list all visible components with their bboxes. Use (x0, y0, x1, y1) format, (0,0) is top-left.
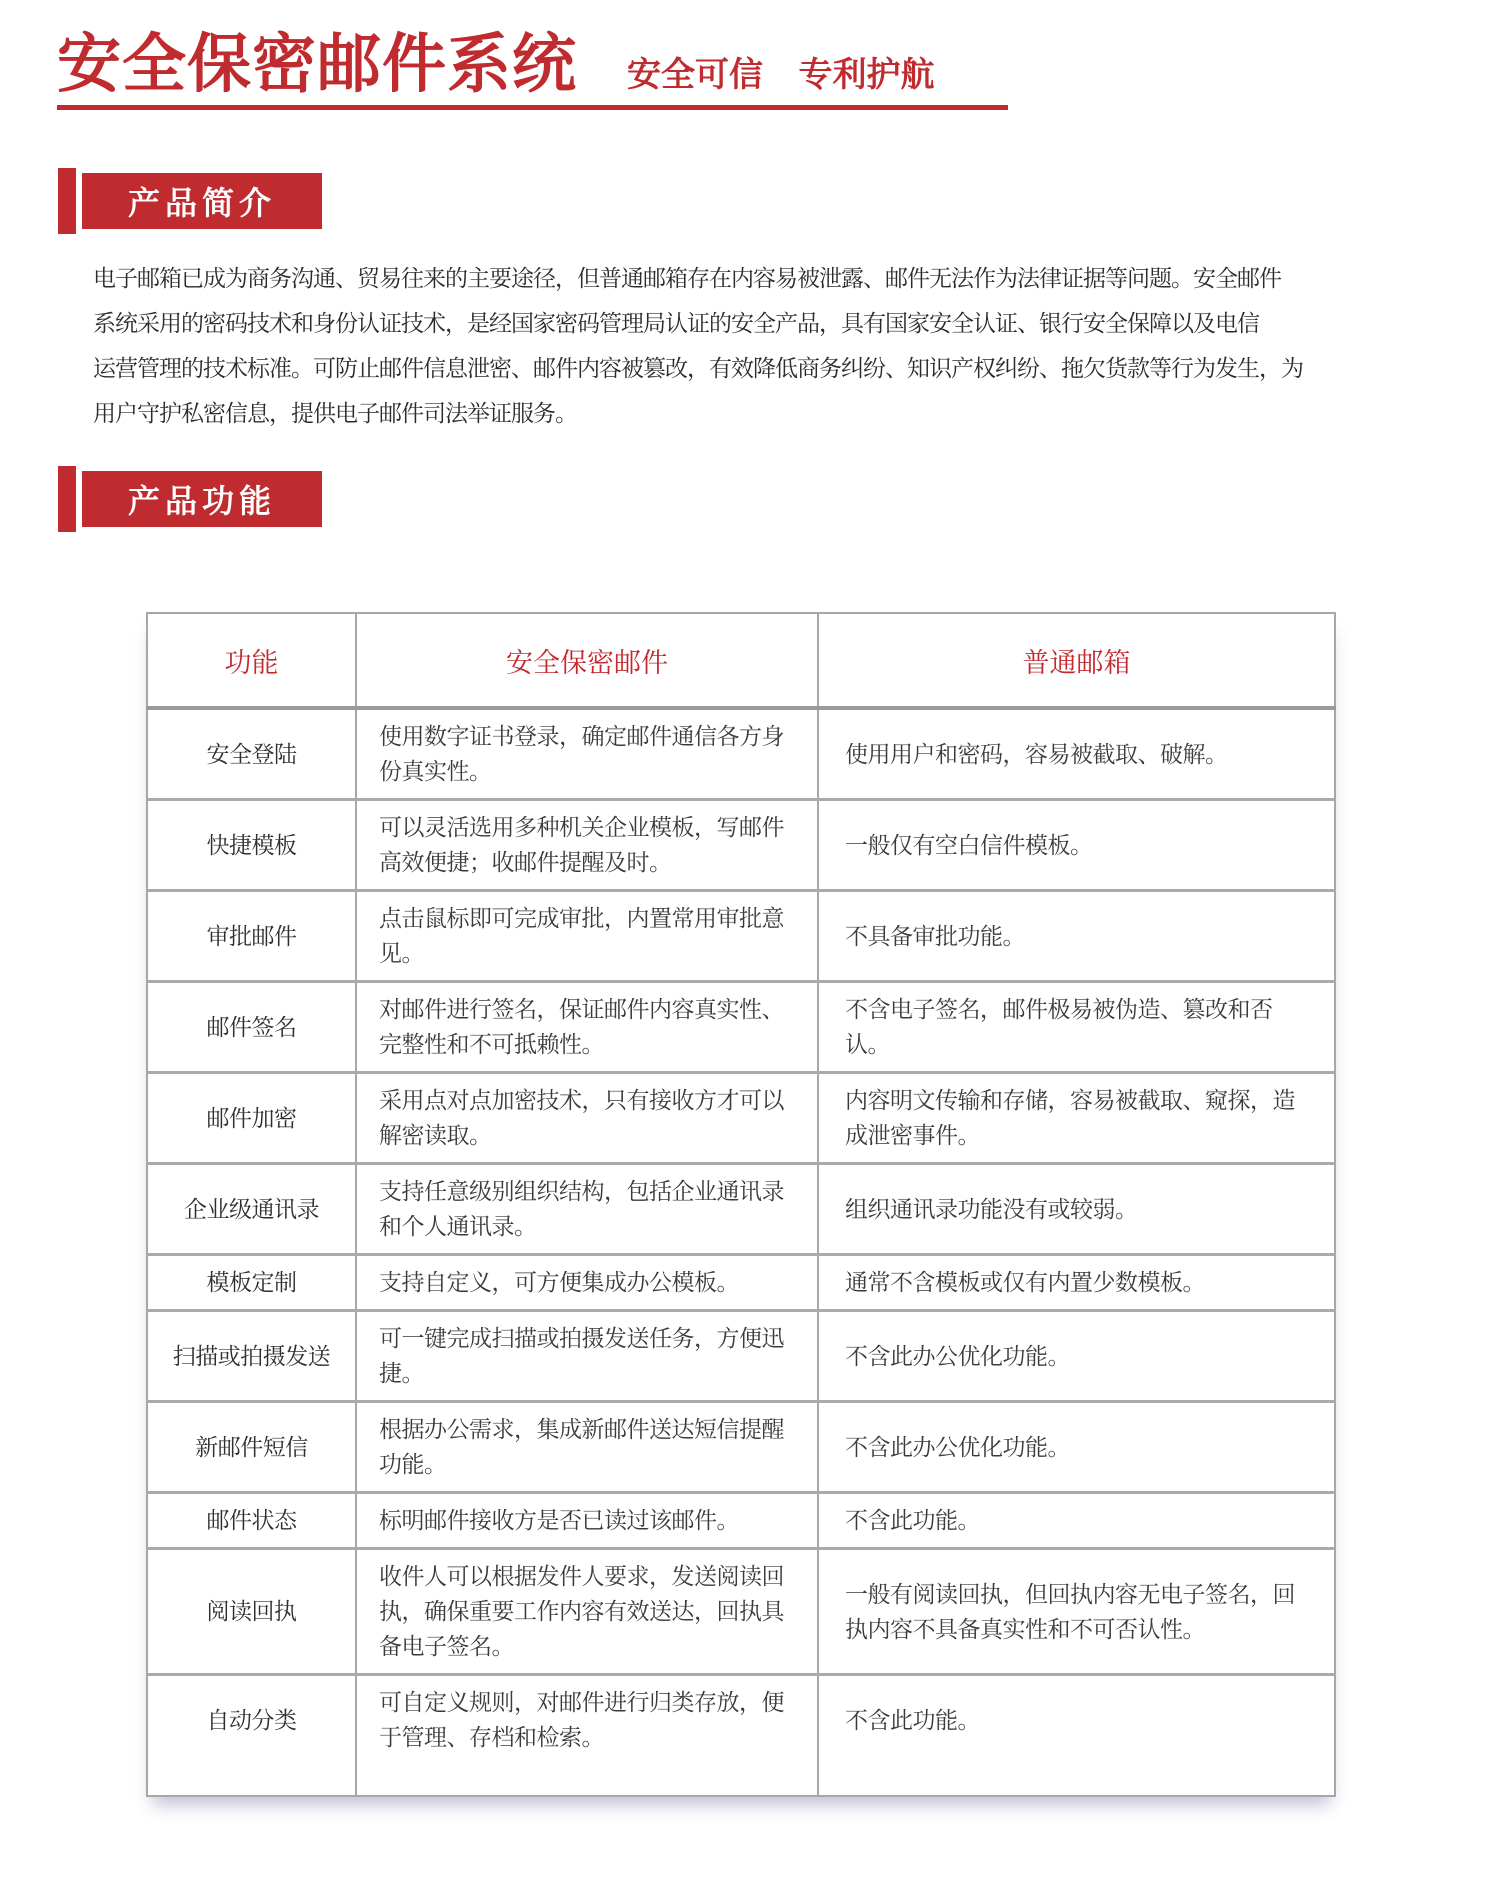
section-heading-features (58, 466, 1500, 532)
secure-mail-cell: 使用数字证书登录，确定邮件通信各方身份真实性。 (356, 708, 818, 800)
secure-mail-cell: 支持任意级别组织结构，包括企业通讯录和个人通讯录。 (356, 1164, 818, 1255)
feature-name-cell: 邮件加密 (147, 1073, 356, 1164)
secure-mail-cell: 根据办公需求，集成新邮件送达短信提醒功能。 (356, 1402, 818, 1493)
table-row (147, 1493, 1335, 1549)
feature-name-cell: 模板定制 (147, 1255, 356, 1311)
normal-mail-cell: 不含电子签名，邮件极易被伪造、篡改和否认。 (818, 982, 1335, 1073)
table-row (147, 1311, 1335, 1402)
feature-name-cell: 邮件签名 (147, 982, 356, 1073)
intro-paragraph (93, 256, 1500, 436)
feature-name-cell: 邮件状态 (147, 1493, 356, 1549)
normal-mail-cell: 不含此办公优化功能。 (818, 1311, 1335, 1402)
intro-line: 系统采用的密码技术和身份认证技术，是经国家密码管理局认证的安全产品，具有国家安全认证、银行安全保障以及电信 (93, 310, 1259, 337)
table-row (147, 1675, 1335, 1797)
intro-line: 运营管理的技术标准。可防止邮件信息泄密、邮件内容被篡改，有效降低商务纠纷、知识产权纠纷、拖欠货款等行为发生，为 (93, 355, 1303, 382)
intro-line: 用户守护私密信息，提供电子邮件司法举证服务。 (93, 400, 577, 427)
features-heading-label: 产品功能 (82, 471, 322, 527)
title-row (57, 30, 1500, 99)
normal-mail-cell: 不含此功能。 (818, 1493, 1335, 1549)
table-row (147, 708, 1335, 800)
table-row (147, 1402, 1335, 1493)
accent-bar (58, 168, 76, 234)
table-row (147, 982, 1335, 1073)
feature-name-cell: 扫描或拍摄发送 (147, 1311, 356, 1402)
column-header-feature: 功能 (147, 613, 356, 708)
table-row (147, 891, 1335, 982)
feature-name-cell: 企业级通讯录 (147, 1164, 356, 1255)
feature-name-cell: 新邮件短信 (147, 1402, 356, 1493)
normal-mail-cell: 组织通讯录功能没有或较弱。 (818, 1164, 1335, 1255)
section-heading-intro (58, 168, 1500, 234)
secure-mail-cell: 可自定义规则，对邮件进行归类存放，便于管理、存档和检索。 (356, 1675, 818, 1797)
table-row (147, 1549, 1335, 1675)
secure-mail-cell: 可以灵活选用多种机关企业模板，写邮件高效便捷；收邮件提醒及时。 (356, 800, 818, 891)
feature-comparison-table (146, 612, 1336, 1797)
normal-mail-cell: 不含此功能。 (818, 1675, 1335, 1797)
normal-mail-cell: 一般仅有空白信件模板。 (818, 800, 1335, 891)
normal-mail-cell: 使用用户和密码，容易被截取、破解。 (818, 708, 1335, 800)
normal-mail-cell: 不含此办公优化功能。 (818, 1402, 1335, 1493)
normal-mail-cell: 内容明文传输和存储，容易被截取、窥探，造成泄密事件。 (818, 1073, 1335, 1164)
secure-mail-cell: 点击鼠标即可完成审批，内置常用审批意见。 (356, 891, 818, 982)
tagline-secure-trusted: 安全可信 (627, 56, 763, 94)
feature-name-cell: 自动分类 (147, 1675, 356, 1797)
feature-name-cell: 快捷模板 (147, 800, 356, 891)
table-row (147, 1164, 1335, 1255)
secure-mail-cell: 可一键完成扫描或拍摄发送任务，方便迅捷。 (356, 1311, 818, 1402)
table-header-row (147, 613, 1335, 708)
table-row (147, 1255, 1335, 1311)
column-header-secure-mail: 安全保密邮件 (356, 613, 818, 708)
title-underline (57, 105, 1008, 110)
masthead (57, 0, 1500, 110)
table-row (147, 1073, 1335, 1164)
table-row (147, 800, 1335, 891)
feature-name-cell: 审批邮件 (147, 891, 356, 982)
secure-mail-cell: 采用点对点加密技术，只有接收方才可以解密读取。 (356, 1073, 818, 1164)
column-header-normal-mail: 普通邮箱 (818, 613, 1335, 708)
secure-mail-cell: 标明邮件接收方是否已读过该邮件。 (356, 1493, 818, 1549)
page-subtitle (627, 47, 934, 96)
intro-heading-label: 产品简介 (82, 173, 322, 229)
intro-line: 电子邮箱已成为商务沟通、贸易往来的主要途径，但普通邮箱存在内容易被泄露、邮件无法作为法律证据等问题。安全邮件 (93, 265, 1281, 292)
accent-bar (58, 466, 76, 532)
feature-name-cell: 阅读回执 (147, 1549, 356, 1675)
tagline-patent-protected: 专利护航 (798, 56, 935, 94)
feature-name-cell: 安全登陆 (147, 708, 356, 800)
secure-mail-cell: 收件人可以根据发件人要求，发送阅读回执，确保重要工作内容有效送达，回执具备电子签名。 (356, 1549, 818, 1675)
normal-mail-cell: 不具备审批功能。 (818, 891, 1335, 982)
normal-mail-cell: 一般有阅读回执，但回执内容无电子签名，回执内容不具备真实性和不可否认性。 (818, 1549, 1335, 1675)
normal-mail-cell: 通常不含模板或仅有内置少数模板。 (818, 1255, 1335, 1311)
secure-mail-cell: 支持自定义，可方便集成办公模板。 (356, 1255, 818, 1311)
page-title: 安全保密邮件系统 (57, 28, 577, 100)
secure-mail-cell: 对邮件进行签名，保证邮件内容真实性、完整性和不可抵赖性。 (356, 982, 818, 1073)
